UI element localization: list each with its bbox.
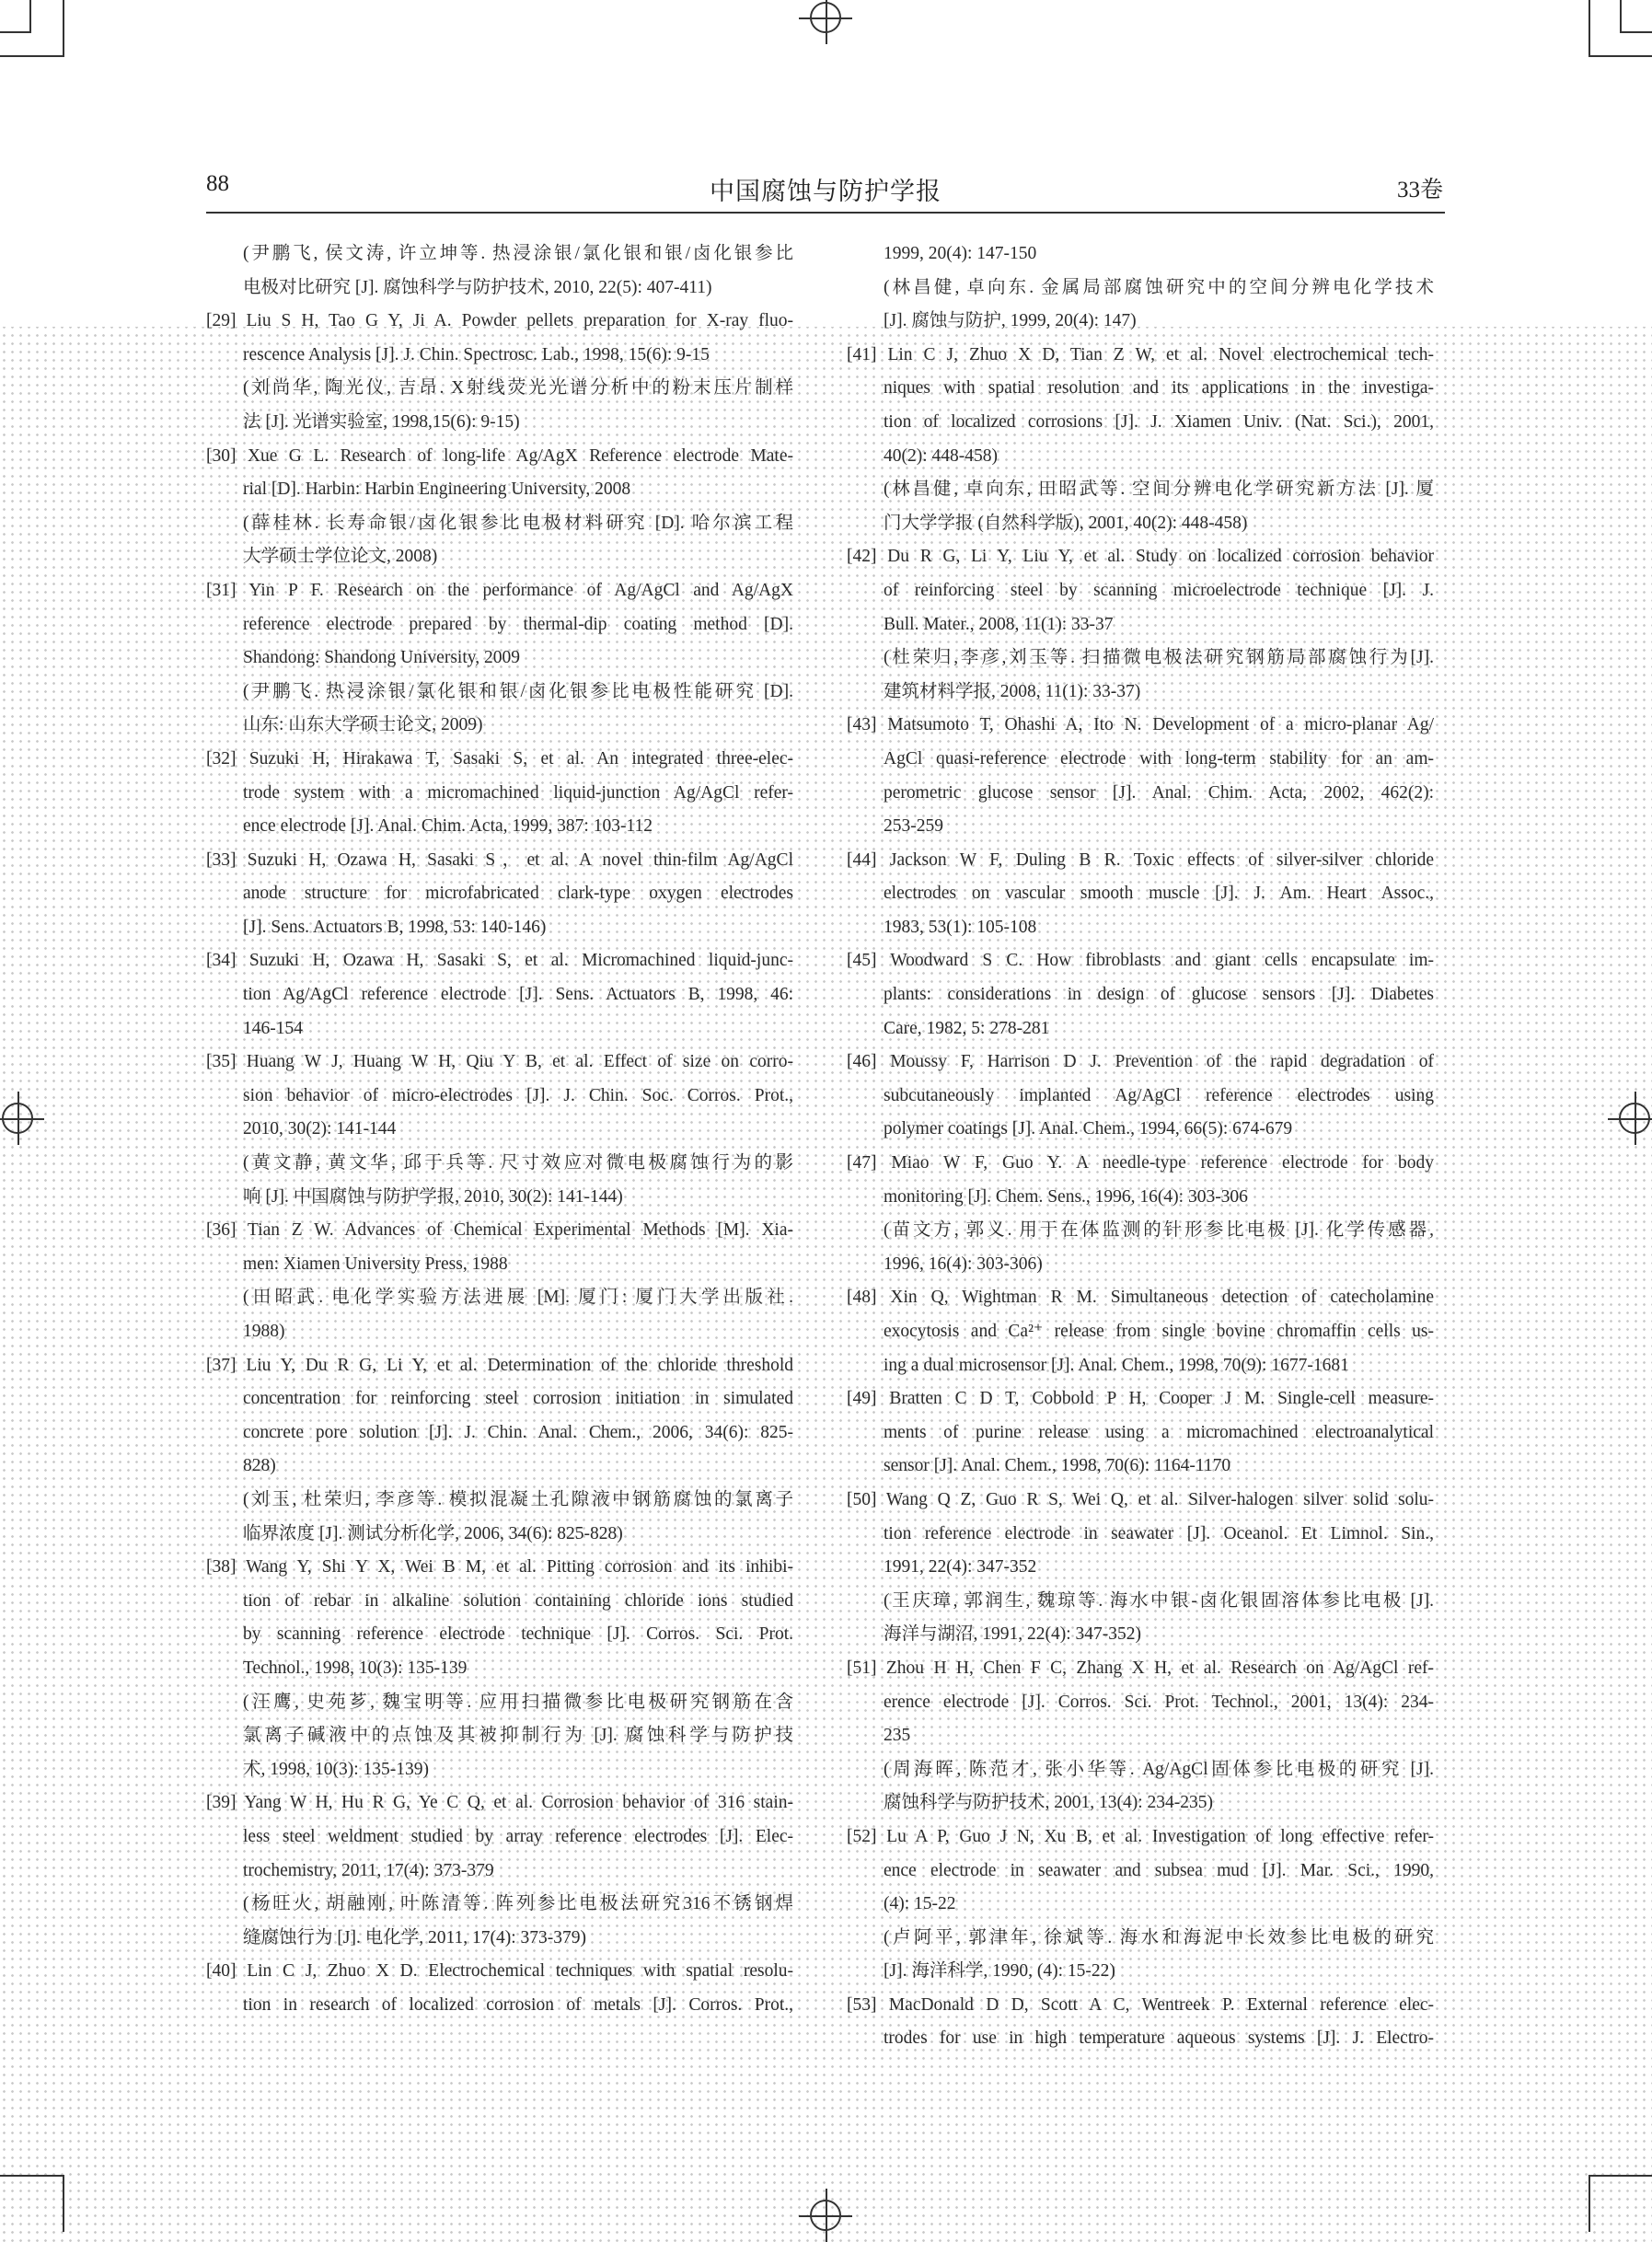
- reference-line: [29] Liu S H, Tao G Y, Ji A. Powder pellets preparation for X-ray fluo-: [206, 311, 793, 331]
- reference-line: [48] Xin Q, Wightman R M. Simultaneous detection of catecholamine: [847, 1288, 1434, 1308]
- reference-line: Technol., 1998, 10(3): 135-139: [243, 1658, 468, 1678]
- crop-mark: [1588, 2175, 1590, 2232]
- reference-line: Bull. Mater., 2008, 11(1): 33-37: [884, 614, 1114, 634]
- reference-line: [39] Yang W H, Hu R G, Ye C Q, et al. Corrosion behavior of 316 stain-: [206, 1793, 793, 1813]
- reference-line: of reinforcing steel by scanning microelectrode technique [J]. J.: [884, 580, 1434, 600]
- reference-line: ments of purine release using a micromachined electroanalytical: [884, 1422, 1434, 1442]
- reference-line: men: Xiamen University Press, 1988: [243, 1254, 508, 1274]
- reference-line: [37] Liu Y, Du R G, Li Y, et al. Determination of the chloride threshold: [206, 1355, 793, 1375]
- reference-line: 法 [J]. 光谱实验室, 1998,15(6): 9-15): [243, 411, 520, 432]
- reference-line: (黄文静, 黄文华, 邱于兵等. 尺寸效应对微电极腐蚀行为的影: [243, 1153, 793, 1173]
- reference-line: sensor [J]. Anal. Chem., 1998, 70(6): 1164-1170: [884, 1456, 1231, 1476]
- reference-line: plants: considerations in design of glucose sensors [J]. Diabetes: [884, 985, 1434, 1005]
- journal-title: 中国腐蚀与防护学报: [710, 178, 942, 205]
- reference-line: tion of localized corrosions [J]. J. Xiamen Univ. (Nat. Sci.), 2001,: [884, 411, 1434, 432]
- reference-line: (4): 15-22: [884, 1894, 956, 1914]
- reference-line: 大学硕士学位论文, 2008): [243, 547, 438, 567]
- reference-line: trochemistry, 2011, 17(4): 373-379: [243, 1860, 494, 1880]
- reference-line: (林昌健, 卓向东, 田昭武等. 空间分辨电化学研究新方法 [J]. 厦: [884, 480, 1434, 500]
- reference-line: (苗文方, 郭义. 用于在体监测的针形参比电极 [J]. 化学传感器,: [884, 1220, 1434, 1241]
- reference-line: Care, 1982, 5: 278-281: [884, 1018, 1050, 1038]
- reference-line: 山东: 山东大学硕士论文, 2009): [243, 715, 483, 735]
- reference-line: (尹鹏飞. 热浸涂银/氯化银和银/卤化银参比电极性能研究 [D].: [243, 681, 793, 701]
- reference-line: [47] Miao W F, Guo Y. A needle-type reference electrode for body: [847, 1153, 1434, 1173]
- reference-line: reference electrode prepared by thermal-dip coating method [D].: [243, 614, 793, 634]
- reference-line: [52] Lu A P, Guo J N, Xu B, et al. Investigation of long effective refer-: [847, 1826, 1434, 1846]
- reference-line: by scanning reference electrode technique [J]. Corros. Sci. Prot.: [243, 1624, 793, 1645]
- reference-line: 门大学学报 (自然科学版), 2001, 40(2): 448-458): [884, 513, 1248, 533]
- registration-mark-right: [1619, 1103, 1650, 1134]
- crop-mark: [0, 2175, 63, 2177]
- registration-mark-left: [2, 1103, 33, 1134]
- crop-mark: [1620, 0, 1622, 33]
- reference-line: [36] Tian Z W. Advances of Chemical Experimental Methods [M]. Xia-: [206, 1220, 793, 1241]
- reference-line: ence electrode [J]. Anal. Chim. Acta, 1999, 387: 103-112: [243, 816, 653, 837]
- reference-line: ence electrode in seawater and subsea mud [J]. Mar. Sci., 1990,: [884, 1860, 1434, 1880]
- reference-line: 1996, 16(4): 303-306): [884, 1254, 1043, 1274]
- crop-mark: [0, 55, 63, 57]
- reference-line: (尹鹏飞, 侯文涛, 许立坤等. 热浸涂银/氯化银和银/卤化银参比: [243, 244, 793, 263]
- reference-line: anode structure for microfabricated clark-type oxygen electrodes: [243, 884, 793, 904]
- reference-line: [44] Jackson W F, Duling B R. Toxic effects of silver-silver chloride: [847, 849, 1434, 870]
- reference-line: [J]. Sens. Actuators B, 1998, 53: 140-146): [243, 917, 547, 937]
- registration-mark-top: [810, 2, 841, 33]
- reference-line: [J]. 腐蚀与防护, 1999, 20(4): 147): [884, 311, 1137, 331]
- reference-line: 235: [884, 1726, 911, 1746]
- reference-line: electrodes on vascular smooth muscle [J]. J. Am. Heart Assoc.,: [884, 884, 1434, 904]
- reference-line: exocytosis and Ca²⁺ release from single bovine chromaffin cells us-: [884, 1322, 1434, 1341]
- reference-line: 1988): [243, 1322, 285, 1341]
- reference-line: 40(2): 448-458): [884, 445, 999, 466]
- reference-line: [38] Wang Y, Shi Y X, Wei B M, et al. Pitting corrosion and its inhibi-: [206, 1557, 793, 1577]
- reference-line: 146-154: [243, 1018, 303, 1038]
- reference-line: rial [D]. Harbin: Harbin Engineering University, 2008: [243, 480, 631, 500]
- crop-mark: [1588, 55, 1652, 57]
- reference-line: 1999, 20(4): 147-150: [884, 244, 1037, 263]
- reference-line: (卢阿平, 郭津年, 徐斌等. 海水和海泥中长效参比电极的研究: [884, 1927, 1434, 1947]
- reference-line: (杜荣归,李彦,刘玉等. 扫描微电极法研究钢筋局部腐蚀行为[J].: [884, 648, 1434, 668]
- reference-line: rescence Analysis [J]. J. Chin. Spectrosc. Lab., 1998, 15(6): 9-15: [243, 344, 710, 364]
- reference-line: (杨旺火, 胡融刚, 叶陈清等. 阵列参比电极法研究316不锈钢焊: [243, 1894, 793, 1914]
- reference-line: subcutaneously implanted Ag/AgCl reference electrodes using: [884, 1085, 1434, 1105]
- running-header: [206, 168, 1445, 214]
- reference-line: AgCl quasi-reference electrode with long-term stability for an am-: [884, 748, 1434, 769]
- reference-line: 海洋与湖沼, 1991, 22(4): 347-352): [884, 1624, 1142, 1645]
- reference-line: [32] Suzuki H, Hirakawa T, Sasaki S, et al. An integrated three-elec-: [206, 748, 793, 769]
- reference-line: 建筑材料学报, 2008, 11(1): 33-37): [884, 681, 1141, 701]
- reference-line: tion of rebar in alkaline solution containing chloride ions studied: [243, 1590, 793, 1611]
- reference-line: polymer coatings [J]. Anal. Chem., 1994, 66(5): 674-679: [884, 1119, 1293, 1139]
- reference-line: ing a dual microsensor [J]. Anal. Chem., 1998, 70(9): 1677-1681: [884, 1355, 1349, 1375]
- reference-line: [J]. 海洋科学, 1990, (4): 15-22): [884, 1961, 1115, 1982]
- reference-line: sion behavior of micro-electrodes [J]. J. Chin. Soc. Corros. Prot.,: [243, 1085, 793, 1105]
- crop-mark: [0, 31, 31, 33]
- reference-line: [46] Moussy F, Harrison D J. Prevention of the rapid degradation of: [847, 1052, 1434, 1072]
- reference-line: 828): [243, 1456, 276, 1476]
- reference-line: [35] Huang W J, Huang W H, Qiu Y B, et al. Effect of size on corro-: [206, 1052, 793, 1072]
- reference-line: [30] Xue G L. Research of long-life Ag/AgX Reference electrode Mate-: [206, 445, 793, 466]
- reference-line: 1991, 22(4): 347-352: [884, 1557, 1037, 1577]
- page-number: 88: [206, 171, 229, 196]
- reference-line: 1983, 53(1): 105-108: [884, 917, 1037, 937]
- reference-line: (刘尚华, 陶光仪, 吉昂. X射线荧光光谱分析中的粉末压片制样: [243, 378, 793, 399]
- crop-mark: [1620, 31, 1652, 33]
- reference-line: [49] Bratten C D T, Cobbold P H, Cooper J M. Single-cell measure-: [847, 1389, 1434, 1409]
- reference-column-right: [847, 237, 1434, 2056]
- reference-line: 2010, 30(2): 141-144: [243, 1119, 397, 1139]
- reference-line: [51] Zhou H H, Chen F C, Zhang X H, et al. Research on Ag/AgCl ref-: [847, 1658, 1434, 1678]
- reference-line: tion Ag/AgCl reference electrode [J]. Sens. Actuators B, 1998, 46:: [243, 985, 793, 1005]
- reference-line: (周海晖, 陈范才, 张小华等. Ag/AgCl固体参比电极的研究 [J].: [884, 1759, 1434, 1779]
- reference-line: (林昌健, 卓向东. 金属局部腐蚀研究中的空间分辨电化学技术: [884, 277, 1434, 297]
- reference-line: less steel weldment studied by array reference electrodes [J]. Elec-: [243, 1826, 793, 1846]
- crop-mark: [29, 0, 31, 33]
- volume-label: 33卷: [1396, 178, 1443, 202]
- reference-line: (田昭武. 电化学实验方法进展 [M]. 厦门: 厦门大学出版社.: [243, 1288, 793, 1308]
- reference-line: [42] Du R G, Li Y, Liu Y, et al. Study on localized corrosion behavior: [847, 547, 1434, 567]
- reference-line: [31] Yin P F. Research on the performance of Ag/AgCl and Ag/AgX: [206, 580, 793, 600]
- crop-mark: [63, 0, 64, 57]
- reference-line: erence electrode [J]. Corros. Sci. Prot. Technol., 2001, 13(4): 234-: [884, 1692, 1434, 1712]
- reference-line: [33] Suzuki H, Ozawa H, Sasaki S，et al. A novel thin-film Ag/AgCl: [206, 849, 793, 870]
- reference-line: [45] Woodward S C. How fibroblasts and giant cells encapsulate im-: [847, 951, 1434, 971]
- reference-line: [34] Suzuki H, Ozawa H, Sasaki S, et al. Micromachined liquid-junc-: [206, 951, 793, 971]
- crop-mark: [1588, 0, 1590, 57]
- crop-mark: [63, 2175, 64, 2232]
- reference-line: trodes for use in high temperature aqueous systems [J]. J. Electro-: [884, 2028, 1434, 2049]
- reference-line: 电极对比研究 [J]. 腐蚀科学与防护技术, 2010, 22(5): 407-411): [243, 277, 712, 297]
- reference-line: tion reference electrode in seawater [J]. Oceanol. Et Limnol. Sin.,: [884, 1523, 1434, 1543]
- reference-line: tion in research of localized corrosion of metals [J]. Corros. Prot.,: [243, 1994, 793, 2015]
- reference-line: concrete pore solution [J]. J. Chin. Anal. Chem., 2006, 34(6): 825-: [243, 1422, 793, 1442]
- reference-line: [50] Wang Q Z, Guo R S, Wei Q, et al. Silver-halogen silver solid solu-: [847, 1489, 1434, 1509]
- reference-line: [41] Lin C J, Zhuo X D, Tian Z W, et al. Novel electrochemical tech-: [847, 344, 1434, 364]
- reference-line: 缝腐蚀行为 [J]. 电化学, 2011, 17(4): 373-379): [243, 1927, 586, 1947]
- reference-line: [40] Lin C J, Zhuo X D. Electrochemical techniques with spatial resolu-: [206, 1961, 793, 1982]
- reference-line: Shandong: Shandong University, 2009: [243, 648, 520, 668]
- reference-line: [53] MacDonald D D, Scott A C, Wentreek P. External reference elec-: [847, 1994, 1434, 2015]
- reference-column-left: [206, 237, 793, 2022]
- reference-line: 253-259: [884, 816, 943, 837]
- reference-line: (刘玉, 杜荣归, 李彦等. 模拟混凝土孔隙液中钢筋腐蚀的氯离子: [243, 1489, 793, 1509]
- reference-line: 临界浓度 [J]. 测试分析化学, 2006, 34(6): 825-828): [243, 1523, 623, 1543]
- crop-mark: [1588, 2175, 1652, 2177]
- reference-line: 响 [J]. 中国腐蚀与防护学报, 2010, 30(2): 141-144): [243, 1186, 623, 1207]
- reference-line: monitoring [J]. Chem. Sens., 1996, 16(4): 303-306: [884, 1186, 1248, 1207]
- reference-line: (王庆璋, 郭润生, 魏琼等. 海水中银-卤化银固溶体参比电极 [J].: [884, 1590, 1434, 1611]
- reference-line: trode system with a micromachined liquid-junction Ag/AgCl refer-: [243, 782, 793, 803]
- reference-line: perometric glucose sensor [J]. Anal. Chim. Acta, 2002, 462(2):: [884, 782, 1434, 803]
- reference-line: 术, 1998, 10(3): 135-139): [243, 1759, 430, 1779]
- reference-line: [43] Matsumoto T, Ohashi A, Ito N. Development of a micro-planar Ag/: [847, 715, 1434, 735]
- reference-line: 氯离子碱液中的点蚀及其被抑制行为 [J]. 腐蚀科学与防护技: [243, 1726, 793, 1746]
- reference-line: (薛桂林. 长寿命银/卤化银参比电极材料研究 [D]. 哈尔滨工程: [243, 513, 793, 533]
- reference-line: concentration for reinforcing steel corrosion initiation in simulated: [243, 1389, 793, 1409]
- reference-line: 腐蚀科学与防护技术, 2001, 13(4): 234-235): [884, 1793, 1214, 1813]
- reference-line: (汪鹰, 史苑芗, 魏宝明等. 应用扫描微参比电极研究钢筋在含: [243, 1692, 793, 1712]
- registration-mark-bottom: [810, 2200, 841, 2231]
- reference-line: niques with spatial resolution and its applications in the investiga-: [884, 378, 1434, 399]
